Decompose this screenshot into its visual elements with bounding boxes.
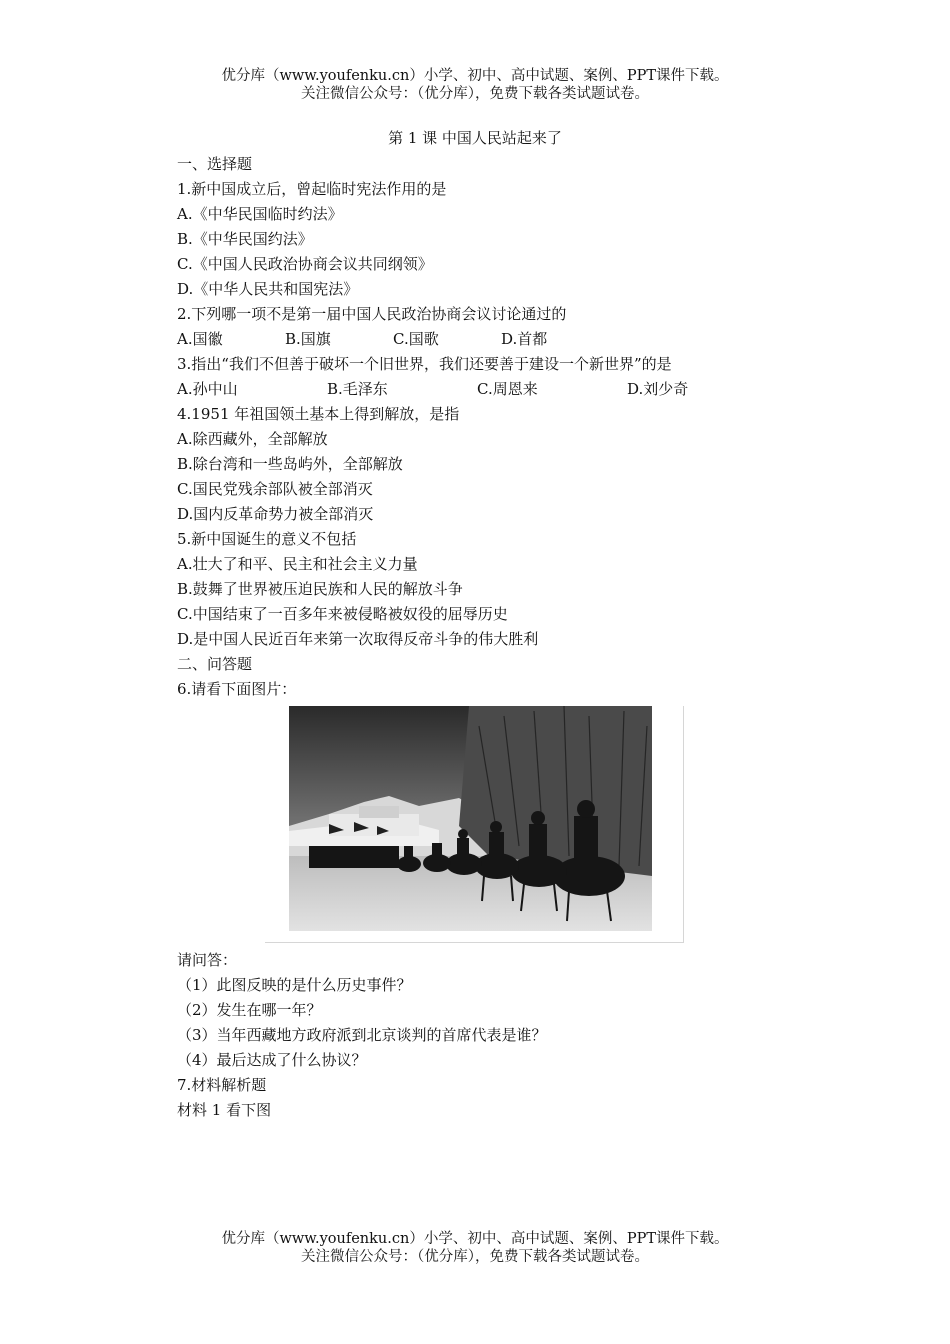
question-3-options [177, 377, 777, 402]
question-5-stem: 5.新中国诞生的意义不包括 [177, 530, 357, 548]
footer-line-2: 关注微信公众号：（优分库），免费下载各类试题试卷。 [301, 1249, 649, 1265]
question-1-option-c: C.《中国人民政治协商会议共同纲领》 [177, 255, 433, 273]
question-4-option-d: D.国内反革命势力被全部消灭 [177, 505, 374, 523]
question-2-options [177, 327, 777, 352]
historical-photo [289, 706, 652, 931]
question-4-stem: 4.1951 年祖国领土基本上得到解放，是指 [177, 405, 460, 423]
question-5-option-d: D.是中国人民近百年来第一次取得反帝斗争的伟大胜利 [177, 630, 539, 648]
question-2-stem: 2.下列哪一项不是第一届中国人民政治协商会议讨论通过的 [177, 305, 567, 323]
photo-illustration [289, 706, 652, 931]
question-1-stem: 1.新中国成立后，曾起临时宪法作用的是 [177, 180, 447, 198]
question-2-option-b: B.国旗 [285, 330, 331, 348]
question-3-option-c: C.周恩来 [477, 380, 538, 398]
header-line-1: 优分库（www.youfenku.cn）小学、初中、高中试题、案例、PPT课件下载。 [221, 68, 729, 84]
question-5-option-c: C.中国结束了一百多年来被侵略被奴役的屈辱历史 [177, 605, 508, 623]
question-6-sub-2: （2）发生在哪一年？ [177, 1001, 322, 1019]
question-3-option-a: A.孙中山 [177, 380, 238, 398]
question-7-stem: 7.材料解析题 [177, 1076, 267, 1094]
page-footer [0, 1230, 950, 1266]
photo-frame [265, 706, 684, 943]
question-4-option-b: B.除台湾和一些岛屿外，全部解放 [177, 455, 403, 473]
header-line-2: 关注微信公众号：（优分库），免费下载各类试题试卷。 [301, 86, 649, 102]
question-3-option-d: D.刘少奇 [627, 380, 689, 398]
question-6-sub-1: （1）此图反映的是什么历史事件？ [177, 976, 412, 994]
footer-line-1: 优分库（www.youfenku.cn）小学、初中、高中试题、案例、PPT课件下载。 [221, 1231, 729, 1247]
section-short-answer: 二、问答题 [177, 655, 253, 673]
document-body [177, 152, 777, 1123]
page-header [0, 67, 950, 103]
lesson-title: 第 1 课 中国人民站起来了 [388, 129, 562, 147]
question-1-option-a: A.《中华民国临时约法》 [177, 205, 343, 223]
question-3-option-b: B.毛泽东 [327, 380, 388, 398]
question-6-sub-4: （4）最后达成了什么协议？ [177, 1051, 367, 1069]
section-multiple-choice: 一、选择题 [177, 155, 253, 173]
question-7-material-1: 材料 1 看下图 [177, 1101, 272, 1119]
question-6-prompt: 请问答： [177, 951, 238, 969]
question-6-stem: 6.请看下面图片： [177, 680, 297, 698]
question-3-stem: 3.指出“我们不但善于破坏一个旧世界，我们还要善于建设一个新世界”的是 [177, 355, 672, 373]
question-1-option-d: D.《中华人民共和国宪法》 [177, 280, 359, 298]
question-6-sub-3: （3）当年西藏地方政府派到北京谈判的首席代表是谁？ [177, 1026, 547, 1044]
question-2-option-c: C.国歌 [393, 330, 439, 348]
question-5-option-b: B.鼓舞了世界被压迫民族和人民的解放斗争 [177, 580, 463, 598]
question-4-option-a: A.除西藏外，全部解放 [177, 430, 328, 448]
question-5-option-a: A.壮大了和平、民主和社会主义力量 [177, 555, 418, 573]
question-6-figure [177, 702, 777, 948]
question-1-option-b: B.《中华民国约法》 [177, 230, 313, 248]
question-2-option-a: A.国徽 [177, 330, 223, 348]
question-4-option-c: C.国民党残余部队被全部消灭 [177, 480, 373, 498]
question-2-option-d: D.首都 [501, 330, 548, 348]
